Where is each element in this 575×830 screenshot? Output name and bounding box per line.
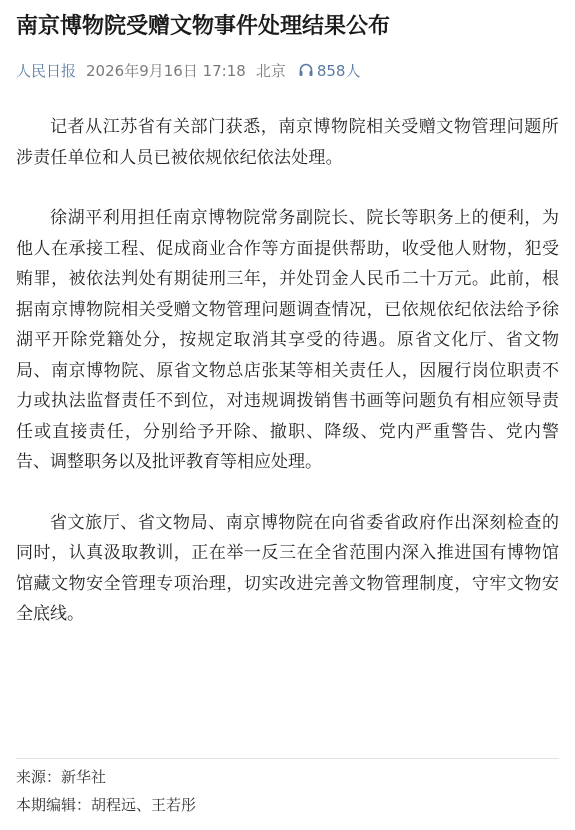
meta-source[interactable]: 人民日报 <box>16 61 77 80</box>
listen-button[interactable] <box>298 60 361 81</box>
article-title: 南京博物院受赠文物事件处理结果公布 <box>16 14 391 39</box>
article-body <box>16 112 559 630</box>
listen-count: 858人 <box>316 61 361 80</box>
article-paragraph: 徐湖平利用担任南京博物院常务副院长、院长等职务上的便利，为他人在承接工程、促成商业合作等方面提供帮助，收受他人财物，犯受贿罪，被依法判处有期徒刑三年，并处罚金人民币二十万元。此前，根据南京博物院相关受赠文物管理问题调查情况，已依规依纪依法给予徐湖平开除党籍处分，按规定取消其享受的待遇。原省文化厅、省文物局、南京博物院、原省文物总店张某等相关责任人，因履行岗位职责不力或执法监督责任不到位，对违规调拨销售书画等问题负有相应领导责任或直接责任，分别给予开除、撤职、降级、党内严重警告、党内警告、调整职务以及批评教育等相应处理。 <box>16 208 559 472</box>
footer-source: 来源：新华社 <box>16 768 107 786</box>
article-footer <box>16 758 559 819</box>
meta-datetime: 2026年9月16日 17:18 <box>86 61 246 80</box>
footer-editor: 本期编辑：胡程远、王若彤 <box>16 796 197 814</box>
meta-location: 北京 <box>255 61 286 80</box>
headphones-icon <box>298 62 314 78</box>
article-paragraph: 记者从江苏省有关部门获悉，南京博物院相关受赠文物管理问题所涉责任单位和人员已被依规依纪依法处理。 <box>16 117 559 168</box>
article-paragraph: 省文旅厅、省文物局、南京博物院在向省委省政府作出深刻检查的同时，认真汲取教训，正在举一反三在全省范围内深入推进国有博物馆馆藏文物安全管理专项治理，切实改进完善文物管理制度，守牢文物安全底线。 <box>16 512 559 624</box>
article-meta <box>16 58 559 82</box>
